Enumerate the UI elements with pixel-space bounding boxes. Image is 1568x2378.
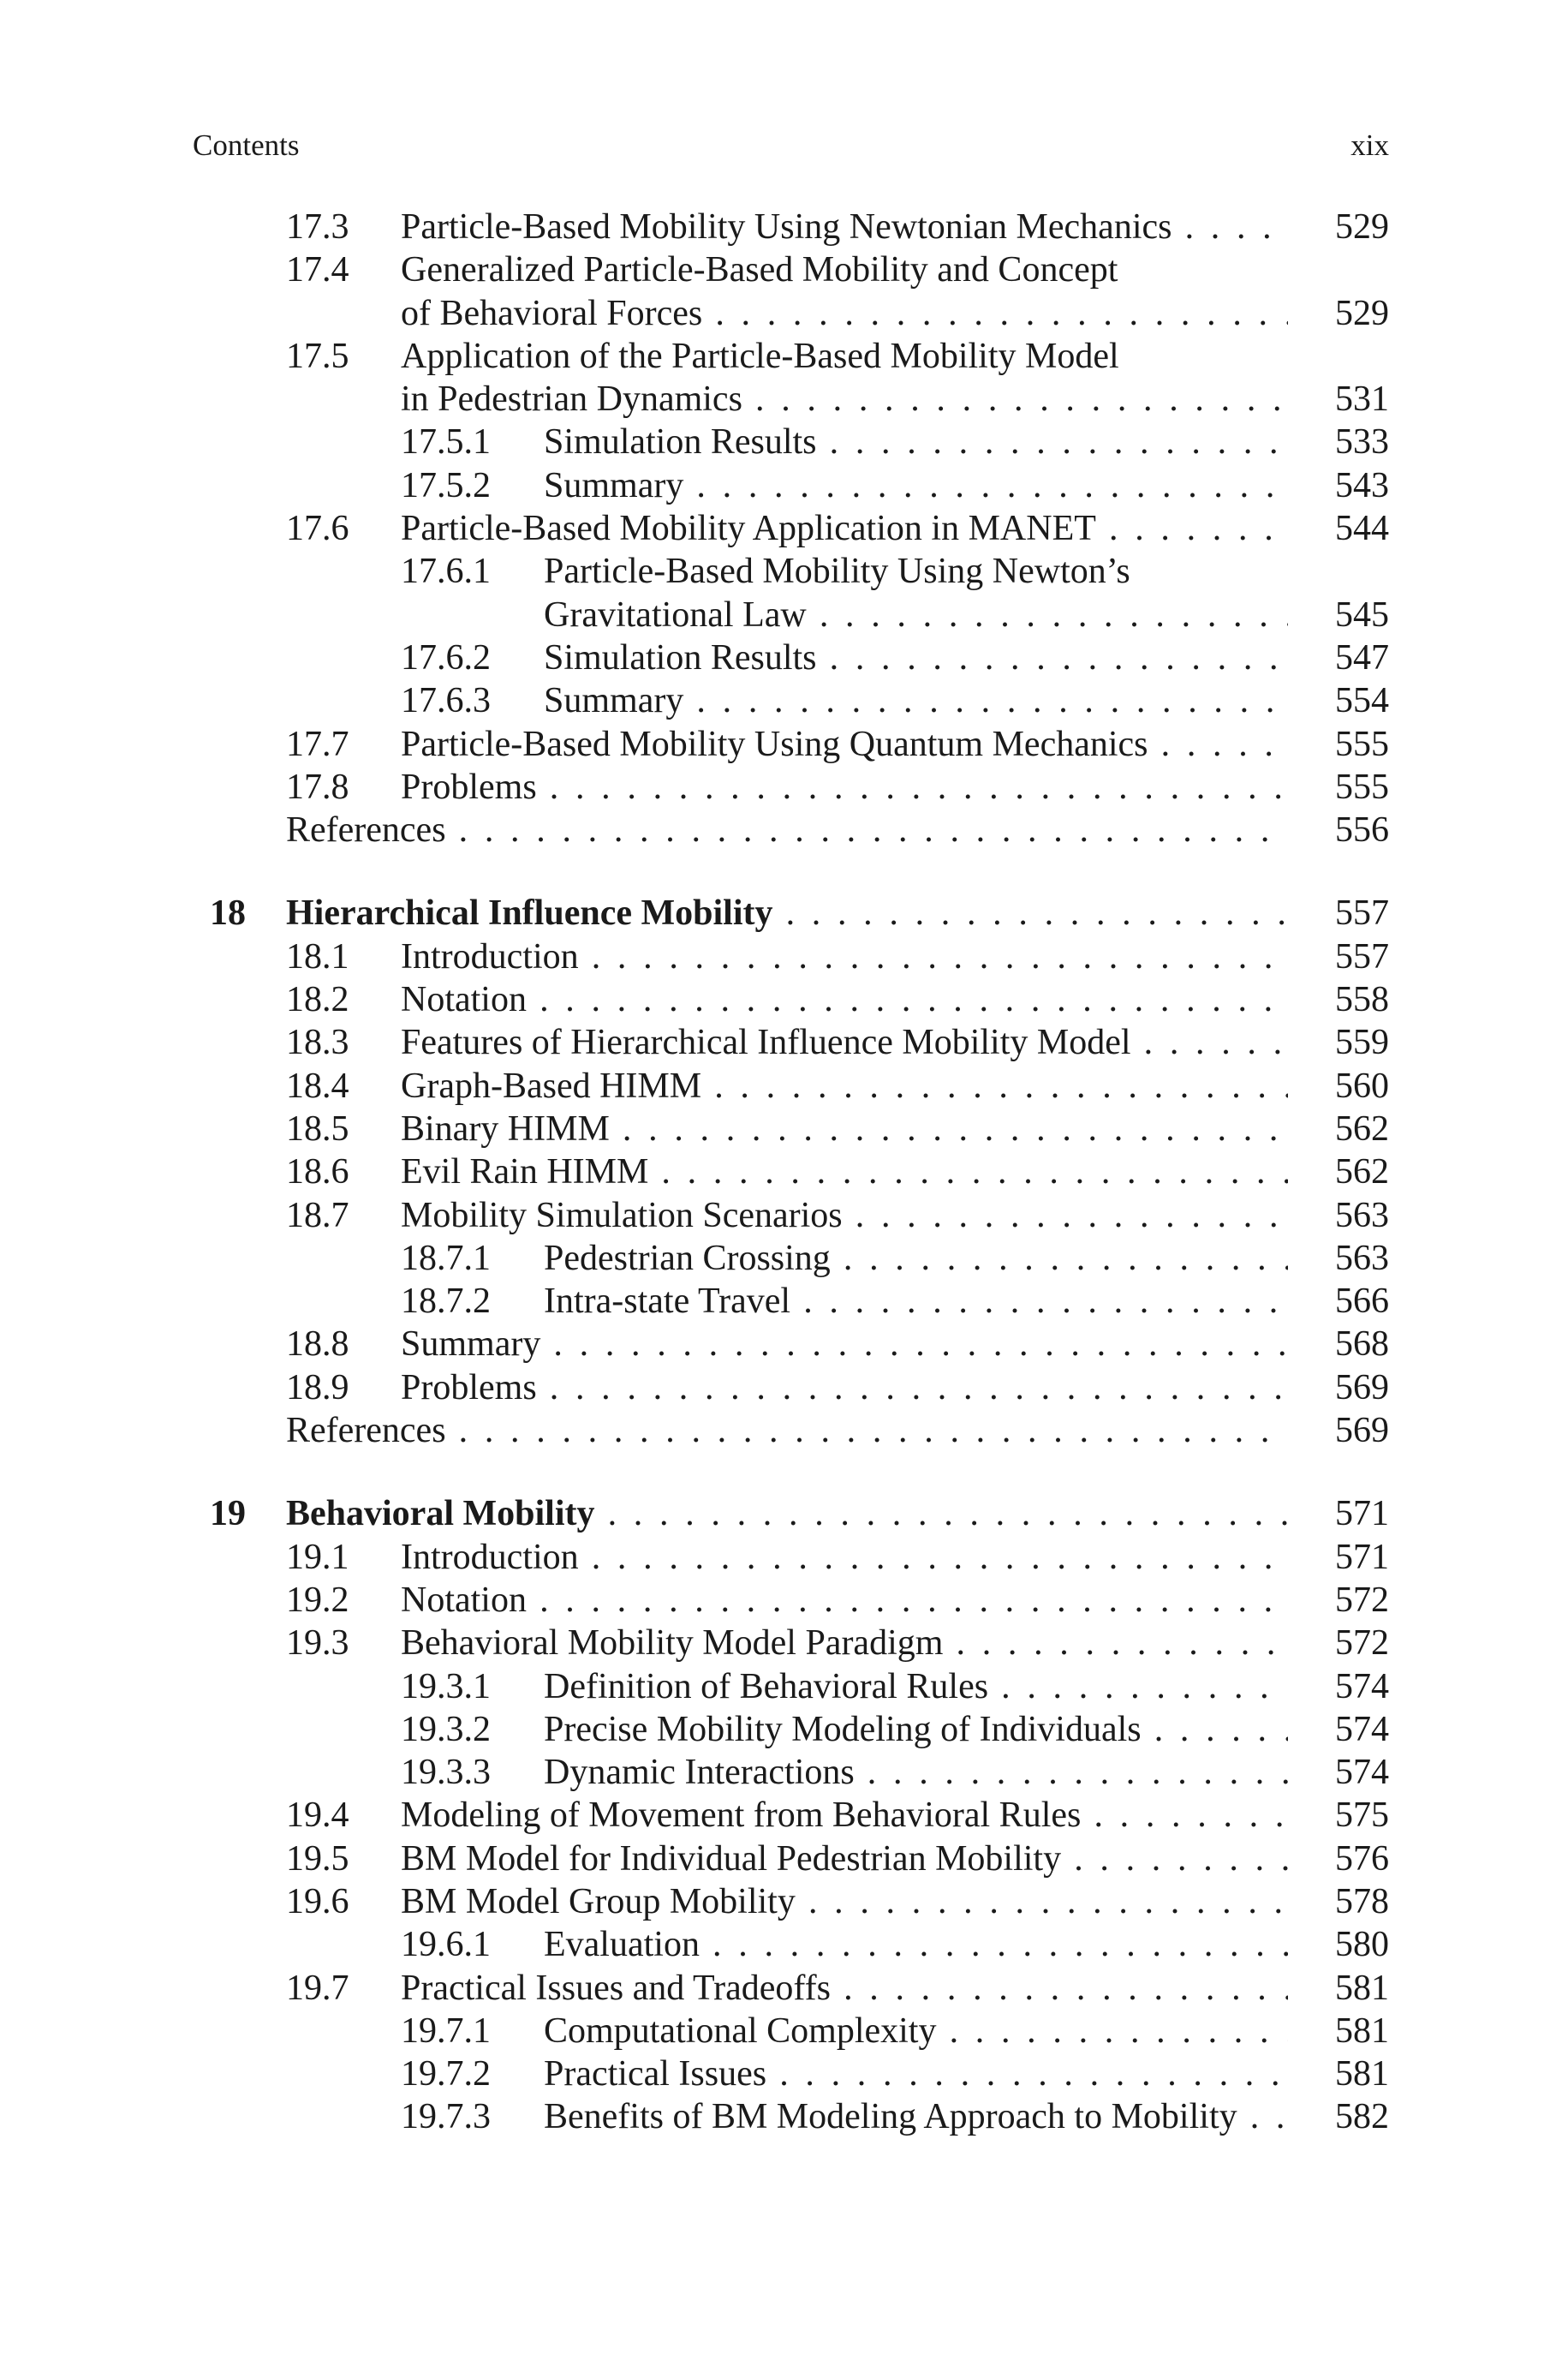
- toc-entry-title: [401, 1837, 1288, 1880]
- toc-entry-title: [401, 292, 1288, 335]
- toc-entry-page: 581: [1335, 2011, 1389, 2051]
- toc-chapter-entry: [210, 1492, 1389, 1535]
- toc-entry-number: 19.4: [286, 1795, 349, 1836]
- toc-entry-title-text: Practical Issues and Tradeoffs: [401, 1968, 831, 2008]
- toc-entry-number: 17.6.2: [401, 637, 491, 678]
- toc-entry-title: [286, 892, 1288, 935]
- toc-entry: [210, 550, 1389, 593]
- toc-entry-title-text: Graph-Based HIMM: [401, 1066, 702, 1106]
- toc-entry: [210, 1880, 1389, 1923]
- toc-entry-title: [544, 1237, 1288, 1280]
- toc-entry-title: [286, 1492, 1288, 1535]
- toc-entry: [210, 1622, 1389, 1664]
- toc-entry-number: 19.3: [286, 1623, 349, 1664]
- toc-entry-number: 19.6.1: [401, 1925, 491, 1965]
- toc-entry-page: 563: [1335, 1195, 1389, 1235]
- toc-entry-title: [544, 1665, 1288, 1708]
- toc-entry: [210, 292, 1389, 335]
- toc-entry-number: 19.7.2: [401, 2054, 491, 2094]
- toc-entry-title: [544, 1280, 1288, 1323]
- toc-entry-title-text: Hierarchical Influence Mobility: [286, 893, 773, 934]
- toc-entry-number: 17.4: [286, 250, 349, 290]
- toc-entry-title-text: Particle-Based Mobility Using Newtonian Mechanics: [401, 207, 1172, 247]
- table-of-contents: [210, 206, 1389, 2139]
- chapter-gap: [210, 851, 1389, 892]
- toc-entry: [210, 1366, 1389, 1409]
- toc-entry-number: 19: [210, 1494, 246, 1534]
- toc-entry: [210, 464, 1389, 507]
- toc-entry-page: 574: [1335, 1753, 1389, 1793]
- toc-entry-page: 575: [1335, 1795, 1389, 1836]
- toc-entry: [210, 2010, 1389, 2052]
- toc-entry-number: 19.5: [286, 1838, 349, 1879]
- toc-entry-title-text: Behavioral Mobility Model Paradigm: [401, 1623, 944, 1664]
- toc-entry-title: [401, 1021, 1288, 1064]
- toc-entry-number: 19.7: [286, 1968, 349, 2008]
- toc-entry: [210, 1194, 1389, 1237]
- toc-entry-number: 18.9: [286, 1367, 349, 1407]
- toc-entry-number: 18.6: [286, 1152, 349, 1192]
- toc-entry-page: 568: [1335, 1324, 1389, 1365]
- toc-entry-title-text: Evaluation: [544, 1925, 700, 1965]
- toc-entry-title-text: in Pedestrian Dynamics: [401, 379, 742, 420]
- toc-entry-title-text: Mobility Simulation Scenarios: [401, 1195, 843, 1235]
- toc-entry-title: [401, 1150, 1288, 1193]
- toc-entry-page: 578: [1335, 1881, 1389, 1921]
- toc-entry-title: [401, 1323, 1288, 1365]
- toc-entry: [210, 1751, 1389, 1794]
- toc-entry-number: 19.6: [286, 1881, 349, 1921]
- toc-entry-page: 531: [1335, 379, 1389, 420]
- toc-entry-title-text: Problems: [401, 1367, 537, 1407]
- toc-entry-number: 19.3.2: [401, 1709, 491, 1749]
- toc-entry: [210, 1237, 1389, 1280]
- toc-entry-title: [401, 1065, 1288, 1108]
- toc-entry-title: [401, 335, 1119, 378]
- toc-entry-title-text: Definition of Behavioral Rules: [544, 1666, 989, 1706]
- toc-entry: [210, 766, 1389, 809]
- toc-chapter-entry: [210, 892, 1389, 935]
- toc-entry-page: 533: [1335, 422, 1389, 463]
- toc-entry-page: 572: [1335, 1580, 1389, 1620]
- toc-entry: [210, 2052, 1389, 2095]
- toc-entry-number: 19.3.1: [401, 1666, 491, 1706]
- toc-entry-page: 543: [1335, 465, 1389, 505]
- toc-entry-number: 17.5: [286, 336, 349, 376]
- chapter-gap: [210, 1452, 1389, 1492]
- toc-entry-title: [401, 378, 1288, 421]
- toc-entry-title: [401, 507, 1288, 550]
- toc-entry-number: 18: [210, 893, 246, 934]
- toc-entry-title-text: Gravitational Law: [544, 594, 807, 635]
- toc-entry-page: 571: [1335, 1494, 1389, 1534]
- toc-entry: [210, 594, 1389, 636]
- toc-entry-title-text: Introduction: [401, 936, 579, 977]
- toc-entry-page: 574: [1335, 1666, 1389, 1706]
- toc-entry: [210, 1708, 1389, 1751]
- toc-entry-page: 571: [1335, 1537, 1389, 1577]
- toc-entry-number: 19.7.1: [401, 2011, 491, 2051]
- toc-entry-page: 581: [1335, 2054, 1389, 2094]
- running-head: [193, 128, 1389, 171]
- toc-entry: [210, 1323, 1389, 1365]
- toc-entry-title: [401, 1880, 1288, 1923]
- toc-entry: [210, 1794, 1389, 1837]
- toc-entry-number: 18.7.2: [401, 1282, 491, 1322]
- toc-entry-title-text: Pedestrian Crossing: [544, 1238, 831, 1278]
- toc-entry-number: 19.3.3: [401, 1753, 491, 1793]
- toc-entry-title: [544, 1751, 1288, 1794]
- toc-entry-page: 580: [1335, 1925, 1389, 1965]
- toc-entry-number: 18.4: [286, 1066, 349, 1106]
- toc-entry-number: 19.1: [286, 1537, 349, 1577]
- toc-entry: [210, 1579, 1389, 1622]
- toc-entry-title-text: Intra-state Travel: [544, 1282, 791, 1322]
- toc-entry-title-text: Benefits of BM Modeling Approach to Mobility: [544, 2097, 1237, 2137]
- toc-entry: [210, 636, 1389, 679]
- toc-entry: [210, 679, 1389, 722]
- toc-references-entry: [210, 1409, 1389, 1452]
- toc-entry-page: 562: [1335, 1152, 1389, 1192]
- toc-entry-title-text: Notation: [401, 1580, 527, 1620]
- toc-entry-title-text: Simulation Results: [544, 422, 817, 463]
- toc-entry-page: 557: [1335, 936, 1389, 977]
- toc-entry-page: 556: [1335, 810, 1389, 851]
- toc-entry: [210, 935, 1389, 978]
- toc-entry: [210, 421, 1389, 463]
- toc-entry: [210, 2095, 1389, 2138]
- toc-entry-number: 18.8: [286, 1324, 349, 1365]
- toc-entry-title-text: Simulation Results: [544, 637, 817, 678]
- toc-entry-number: 17.6.3: [401, 681, 491, 721]
- toc-entry: [210, 378, 1389, 421]
- toc-entry-number: 17.8: [286, 767, 349, 807]
- toc-entry-title: [544, 2052, 1288, 2095]
- toc-entry-title-text: Features of Hierarchical Influence Mobility Model: [401, 1023, 1131, 1063]
- toc-entry-title: [401, 1579, 1288, 1622]
- toc-entry: [210, 1280, 1389, 1323]
- toc-entry-title: [286, 1409, 1288, 1452]
- toc-entry-page: 529: [1335, 207, 1389, 247]
- toc-entry-title-text: Particle-Based Mobility Using Quantum Mechanics: [401, 724, 1148, 764]
- toc-entry-page: 554: [1335, 681, 1389, 721]
- toc-entry: [210, 1108, 1389, 1150]
- toc-entry-page: 563: [1335, 1238, 1389, 1278]
- toc-entry-title: [544, 464, 1288, 507]
- toc-entry-page: 558: [1335, 980, 1389, 1020]
- toc-entry-title: [544, 594, 1288, 636]
- toc-entry-title: [401, 723, 1288, 766]
- toc-entry: [210, 248, 1389, 291]
- toc-entry: [210, 1967, 1389, 2010]
- toc-entry-number: 18.7.1: [401, 1238, 491, 1278]
- toc-entry: [210, 1536, 1389, 1579]
- toc-entry-title: [401, 1536, 1288, 1579]
- toc-entry-title: [401, 935, 1288, 978]
- toc-entry: [210, 1837, 1389, 1880]
- toc-entry-title-text: Summary: [401, 1324, 541, 1365]
- toc-entry-title: [401, 978, 1288, 1021]
- toc-entry-title: [401, 766, 1288, 809]
- toc-entry-title-text: Particle-Based Mobility Using Newton’s: [544, 552, 1130, 592]
- toc-entry-page: 555: [1335, 767, 1389, 807]
- toc-references-entry: [210, 809, 1389, 851]
- toc-entry-page: 562: [1335, 1108, 1389, 1149]
- toc-entry: [210, 507, 1389, 550]
- toc-entry: [210, 1065, 1389, 1108]
- toc-entry-title-text: Dynamic Interactions: [544, 1753, 855, 1793]
- toc-entry-title-text: Problems: [401, 767, 537, 807]
- toc-entry-number: 19.2: [286, 1580, 349, 1620]
- toc-entry-title-text: Binary HIMM: [401, 1108, 610, 1149]
- toc-entry-title: [544, 421, 1288, 463]
- toc-entry-title: [401, 1194, 1288, 1237]
- toc-entry-title: [544, 550, 1130, 593]
- toc-entry-title: [544, 679, 1288, 722]
- toc-entry-title-text: Evil Rain HIMM: [401, 1152, 649, 1192]
- toc-entry-page: 544: [1335, 509, 1389, 549]
- toc-entry-title-text: Precise Mobility Modeling of Individuals: [544, 1709, 1142, 1749]
- toc-entry-title-text: of Behavioral Forces: [401, 293, 703, 333]
- toc-entry-title-text: References: [286, 1411, 446, 1451]
- toc-entry: [210, 335, 1389, 378]
- toc-entry-page: 559: [1335, 1023, 1389, 1063]
- toc-entry-page: 557: [1335, 893, 1389, 934]
- toc-entry-title: [401, 206, 1288, 248]
- toc-entry-number: 17.6.1: [401, 552, 491, 592]
- page-number: xix: [1350, 128, 1389, 162]
- toc-entry-title: [544, 1923, 1288, 1966]
- toc-entry-number: 17.7: [286, 724, 349, 764]
- toc-entry-page: 545: [1335, 594, 1389, 635]
- toc-entry-number: 17.6: [286, 509, 349, 549]
- toc-entry: [210, 1021, 1389, 1064]
- toc-entry-title: [401, 1967, 1288, 2010]
- toc-entry-title-text: Practical Issues: [544, 2054, 767, 2094]
- toc-entry: [210, 1665, 1389, 1708]
- toc-entry-title: [401, 248, 1118, 291]
- toc-entry-number: 18.5: [286, 1108, 349, 1149]
- toc-entry-page: 576: [1335, 1838, 1389, 1879]
- toc-entry-title-text: Notation: [401, 980, 527, 1020]
- toc-entry-page: 569: [1335, 1367, 1389, 1407]
- toc-entry-number: 18.3: [286, 1023, 349, 1063]
- toc-entry-page: 560: [1335, 1066, 1389, 1106]
- toc-entry-title: [544, 636, 1288, 679]
- toc-entry-page: 566: [1335, 1282, 1389, 1322]
- toc-entry-title: [401, 1794, 1288, 1837]
- toc-entry-page: 555: [1335, 724, 1389, 764]
- toc-entry-title-text: Application of the Particle-Based Mobility Model: [401, 336, 1119, 376]
- toc-entry-number: 18.2: [286, 980, 349, 1020]
- toc-entry-page: 529: [1335, 293, 1389, 333]
- toc-entry-title: [401, 1108, 1288, 1150]
- toc-entry-title: [544, 2010, 1288, 2052]
- toc-entry-title: [544, 1708, 1288, 1751]
- toc-entry-title: [544, 2095, 1288, 2138]
- toc-entry-page: 581: [1335, 1968, 1389, 2008]
- toc-entry-page: 572: [1335, 1623, 1389, 1664]
- toc-entry-title-text: BM Model Group Mobility: [401, 1881, 796, 1921]
- toc-entry-title: [401, 1366, 1288, 1409]
- toc-entry-number: 17.3: [286, 207, 349, 247]
- toc-entry-title-text: Generalized Particle-Based Mobility and Concept: [401, 250, 1118, 290]
- toc-entry-title-text: Particle-Based Mobility Application in MANET: [401, 509, 1096, 549]
- toc-entry-title-text: Summary: [544, 681, 684, 721]
- toc-entry-title: [401, 1622, 1288, 1664]
- toc-entry-title-text: BM Model for Individual Pedestrian Mobility: [401, 1838, 1062, 1879]
- toc-entry: [210, 1150, 1389, 1193]
- toc-entry-title-text: Summary: [544, 465, 684, 505]
- toc-entry-number: 18.7: [286, 1195, 349, 1235]
- toc-entry-title-text: Behavioral Mobility: [286, 1494, 595, 1534]
- toc-entry-number: 17.5.2: [401, 465, 491, 505]
- toc-entry-page: 574: [1335, 1709, 1389, 1749]
- toc-entry-number: 19.7.3: [401, 2097, 491, 2137]
- toc-entry-page: 582: [1335, 2097, 1389, 2137]
- toc-entry: [210, 206, 1389, 248]
- toc-entry-title-text: Computational Complexity: [544, 2011, 937, 2051]
- toc-entry-number: 18.1: [286, 936, 349, 977]
- toc-entry-title-text: Introduction: [401, 1537, 579, 1577]
- running-head-section: Contents: [193, 128, 300, 162]
- toc-entry-title-text: Modeling of Movement from Behavioral Rules: [401, 1795, 1082, 1836]
- toc-entry: [210, 978, 1389, 1021]
- toc-entry-title: [286, 809, 1288, 851]
- toc-entry-page: 569: [1335, 1411, 1389, 1451]
- toc-entry-title-text: References: [286, 810, 446, 851]
- toc-entry-number: 17.5.1: [401, 422, 491, 463]
- toc-entry: [210, 723, 1389, 766]
- toc-entry-page: 547: [1335, 637, 1389, 678]
- toc-entry: [210, 1923, 1389, 1966]
